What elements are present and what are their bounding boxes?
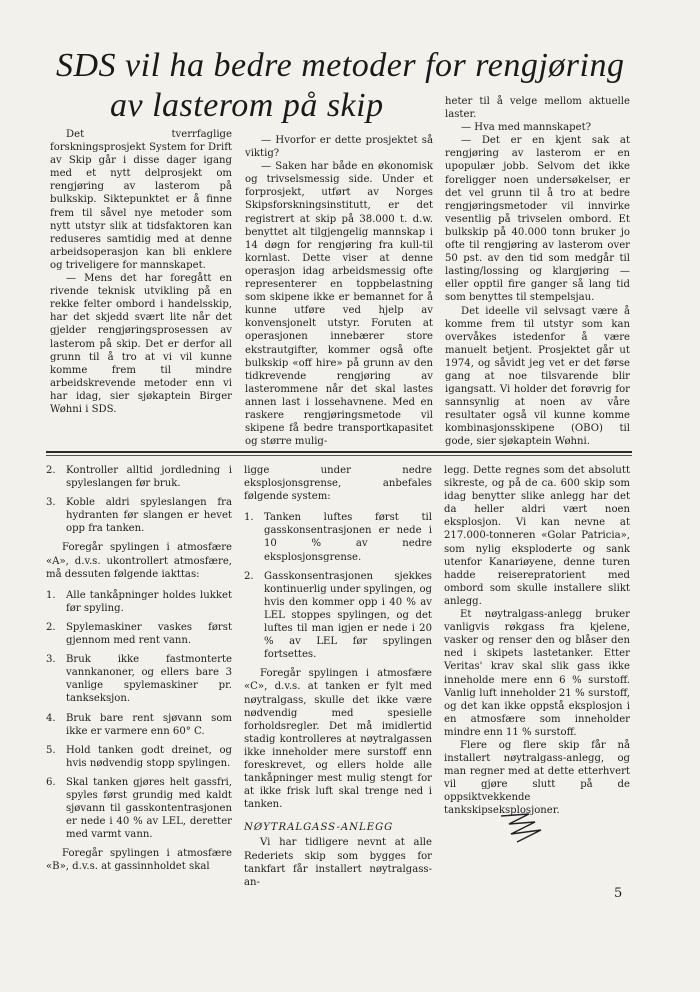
list-item: 3. Bruk ikke fastmonterte vannkanoner, og ellers bare 3 vanlige spylemaskiner pr. tankseksjon.	[46, 654, 232, 705]
section-divider-thin	[46, 455, 632, 456]
article-title-line-2: av lasterom på skip	[110, 87, 384, 124]
section-divider	[46, 451, 632, 453]
list-item: 3. Koble aldri spyleslangen fra hydranten før slangen er hevet opp fra tanken.	[46, 497, 232, 535]
paragraph: ligge under nedre eksplosjonsgrense, anbefales følgende system:	[244, 465, 432, 503]
list-item: 2. Kontroller alltid jordledning i spyleslangen før bruk.	[46, 465, 232, 490]
paragraph: Et nøytralgass-anlegg bruker vanligvis røkgass fra kjelene, vasker og renser den og blåser den ned i skipets lastetanker. Etter Veritas' krav skal slik gass ikke inneholde mere enn 6 % surstoff. Vanlig luft inneholder 21 % surstoff, og det kan ikke oppstå eksplosjon i en atmosfære som inneholder mindre enn 11 % surstoff.	[444, 609, 630, 738]
paragraph: — Mens det har foregått en rivende teknisk utvikling på en rekke felter ombord i handelsskip, har det skjedd svært lite når det gjelder rengjøringsprosessen av lasterom på skip. Det er derfor all grunn til å tro at vi vil kunne komme frem til mindre arbeidskrevende metoder enn vi har idag, sier sjøkaptein Birger Wøhni i SDS.	[50, 273, 232, 415]
end-mark-icon	[497, 812, 547, 846]
list-item: 4. Bruk bare rent sjøvann som ikke er varmere enn 60° C.	[46, 712, 232, 737]
paragraph: — Hva med mannskapet?	[461, 122, 592, 134]
atmosphere-a-list	[46, 589, 232, 842]
paragraph: legg. Dette regnes som det absolutt sikreste, og på de ca. 600 skip som idag benytter slike anlegg har det da heller aldri vært noen eksplosjon. Vi kan nevne at 217.000-tonneren «Golar Patricia», som nylig eksploderte og sank utenfor Kanariøyene, denne turen hadde reiserepratorient med ombord som skulle installere slikt anlegg.	[444, 465, 630, 607]
list-item: 5. Hold tanken godt dreinet, og hvis nødvendig stopp spylingen.	[46, 744, 232, 769]
top-column-2	[245, 134, 433, 448]
paragraph: Foregår spylingen i atmosfære «C», d.v.s. at tanken er fylt med nøytralgass, skulle det ikke være nødvendig med spesielle forholdsregler. Det må imidlertid stadig kontrolleres at nøytralgassen ikke inneholder mere surstoff enn foreskrevet, og ellers holde alle tankåpninger mest mulig stengt for at ikke frisk luft skal trenge ned i tanken.	[244, 668, 432, 811]
paragraph: — Saken har både en økonomisk og trivselsmessig side. Under et forprosjekt, utført av Norges Skipsforskningsinstitutt, er det registrert at skip på 38.000 t. d.w. benyttet alt tilgjengelig mannskap i 14 døgn for rengjøring fra kull-til kornlast. Dette viser at denne operasjon idag arbeidsmessig ofte representerer en toppbelastning som skipene ikke er bemannet for å kunne utføre ved hjelp av konvensjonelt utstyr. Foruten at operasjonen innebærer store ekstrautgifter, kommer også ofte bulkskip «off hire» på grunn av den tidkrevende rengjøring av lasterommene når det skal lastes annen last i lossehavnene. Med en raskere rengjøringsmetode vil skipene få bedre transportkapasitet og større mulig-	[245, 161, 433, 448]
top-column-3	[445, 95, 630, 449]
paragraph: — Hvorfor er dette prosjektet så viktig?	[245, 135, 433, 160]
paragraph: heter til å velge mellom aktuelle laster.	[445, 96, 630, 121]
atmosphere-b-list	[244, 511, 432, 661]
list-item: 6. Skal tanken gjøres helt gassfri, spyles først grundig med kaldt sjøvann til gasskontentrasjonen er nede i 40 % av LEL, deretter med varmt vann.	[46, 776, 232, 841]
list-item: 2. Gasskonsentrasjonen sjekkes kontinuerlig under spylingen, og hvis den kommer opp i 40 % av LEL stoppes spylingen, og det luftes til man igjen er nede i 20 % av LEL før spylingen fortsettes.	[244, 570, 432, 661]
precaution-list	[46, 464, 232, 535]
list-item: 1. Alle tankåpninger holdes lukket før spyling.	[46, 589, 232, 614]
paragraph: Foregår spylingen i atmosfære «A», d.v.s. ukontrollert atmosfære, må dessuten følgende iakttas:	[46, 542, 232, 580]
bottom-column-3	[444, 464, 630, 818]
paragraph: Foregår spylingen i atmosfære «B», d.v.s. at gassinnholdet skal	[46, 848, 232, 873]
page-number: 5	[614, 886, 623, 901]
paragraph: Det tverrfaglige forskningsprosjekt System for Drift av Skip går i disse dager igang med et nytt delprosjekt om rengjøring av lasterom på bulkskip. Siktepunktet er å finne frem til såvel nye metoder som nytt utstyr slik at tidsfaktoren kan reduseres samtidig med at denne arbeidsoperasjon kan bli enklere og triveligere for mannskapet.	[50, 129, 232, 271]
top-column-1	[50, 128, 232, 416]
paragraph: Vi har tidligere nevnt at alle Rederiets skip som bygges for tankfart får installert nøytralgass-an-	[244, 837, 432, 888]
bottom-column-1	[46, 464, 232, 874]
paragraph: Det ideelle vil selvsagt være å komme frem til utstyr som kan overvåkes istedenfor å være manuelt betjent. Prosjektet går ut 1974, og såvidt jeg vet er det førse gang at noe tilsvarende blir igangsatt. Vi holder det forøvrig for sannsynlig at noen av våre resultater også vil kunne komme kombinasjonsskipene (OBO) til gode, sier sjøkaptein Wøhni.	[445, 305, 630, 448]
paragraph: — Det er en kjent sak at rengjøring av lasterom er en upopulær jobb. Selvom det ikke foreligger noen undersøkelser, er det vel grunn til å tro at bedre rengjøringsmetoder vil innvirke vesentlig på trivselen ombord. Et bulkskip på 40.000 tonn bruker jo ofte til rengjøring av lasterom over 50 pst. av den tid som medgår til lasting/lossing og klargjøring — eller opptil fire ganger så lang tid som benyttes til stempelsjau.	[445, 135, 630, 304]
section-heading: NØYTRALGASS-ANLEGG	[244, 822, 394, 834]
list-item: 1. Tanken luftes først til gasskonsentrasjonen er nede i 10 % av nedre eksplosjonsgrense.	[244, 512, 432, 563]
paragraph: Flere og flere skip får nå installert nøytralgass-anlegg, og man regner med at dette etterhvert vil gjøre slutt på de oppsiktvekkende tankskipseksplosjoner.	[444, 739, 630, 817]
bottom-column-2	[244, 464, 432, 889]
article-title-line-1: SDS vil ha bedre metoder for rengjøring	[56, 47, 625, 84]
list-item: 2. Spylemaskiner vaskes først gjennom med rent vann.	[46, 621, 232, 647]
